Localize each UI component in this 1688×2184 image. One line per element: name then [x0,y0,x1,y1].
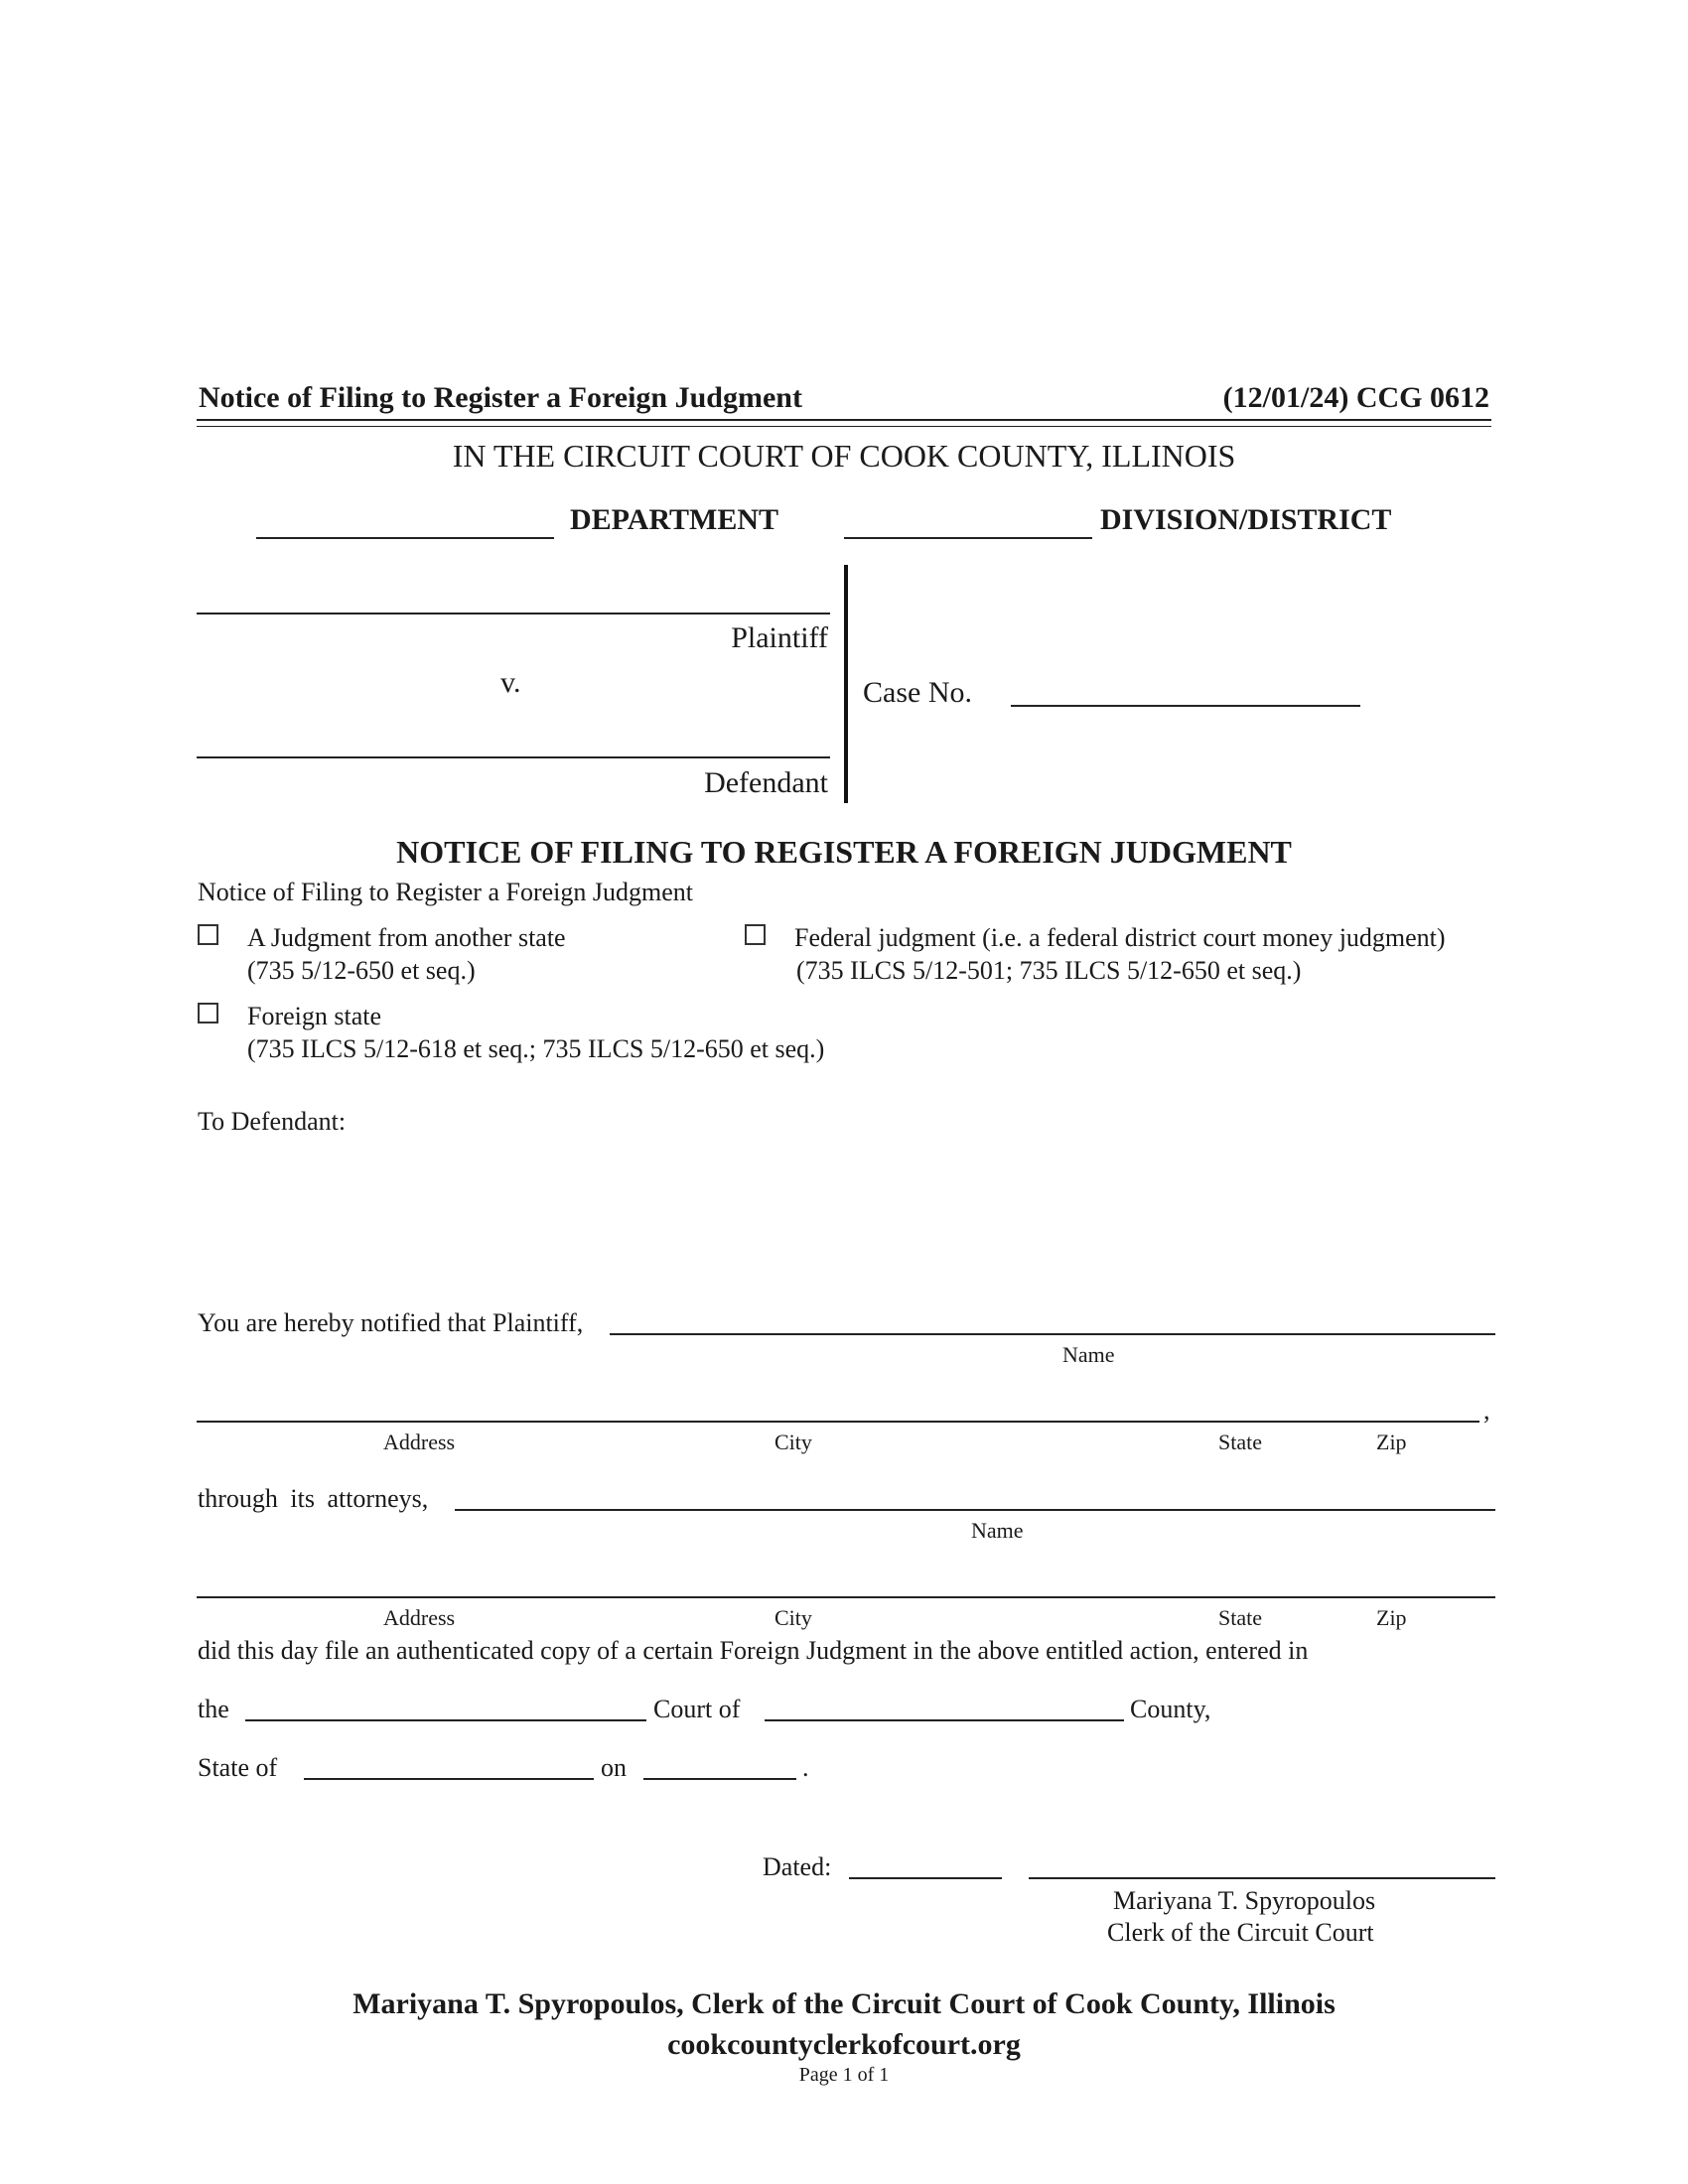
case-no-label: Case No. [863,676,972,709]
option-foreign-state-checkbox[interactable] [198,1003,218,1024]
header-rule-top [197,419,1491,421]
state-of-label: State of [198,1753,278,1782]
clerk-title: Clerk of the Circuit Court [1107,1918,1374,1947]
footer-website[interactable]: cookcountyclerkofcourt.org [667,2028,1021,2061]
attorney-name-field[interactable] [455,1509,1495,1511]
page-number: Page 1 of 1 [798,2064,890,2086]
court-type-field[interactable] [245,1719,646,1721]
department-label: DEPARTMENT [570,503,779,536]
clerk-signature-line [1029,1877,1495,1879]
plaintiff-state-caption: State [1218,1430,1262,1454]
state-field[interactable] [304,1778,594,1780]
option-foreign-state-citation: (735 ILCS 5/12-618 et seq.; 735 ILCS 5/12-650 et seq.) [247,1034,825,1063]
attorney-address-field[interactable] [197,1596,1495,1598]
option-federal-checkbox[interactable] [745,924,766,945]
plaintiff-address-field[interactable] [197,1421,1479,1423]
plaintiff-city-caption: City [774,1430,812,1454]
attorney-state-caption: State [1218,1605,1262,1630]
filed-text: did this day file an authenticated copy of a certain Foreign Judgment in the above entitled action, entered in [198,1636,1309,1665]
address-comma: , [1483,1396,1490,1425]
option-another-state-citation: (735 5/12-650 et seq.) [247,956,476,985]
plaintiff-label: Plaintiff [731,621,828,654]
county-label: County, [1130,1695,1211,1723]
option-another-state-checkbox[interactable] [198,924,218,945]
notice-heading: NOTICE OF FILING TO REGISTER A FOREIGN JUDGMENT [396,834,1292,870]
dated-field[interactable] [849,1877,1002,1879]
option-federal-label: Federal judgment (i.e. a federal district court money judgment) [794,923,1446,952]
option-foreign-state-label: Foreign state [247,1002,382,1030]
clerk-name: Mariyana T. Spyropoulos [1113,1886,1376,1915]
form-code: (12/01/24) CCG 0612 [1222,381,1489,414]
county-field[interactable] [765,1719,1124,1721]
notice-subheading: Notice of Filing to Register a Foreign Judgment [198,878,693,906]
attorneys-text: through its attorneys, [198,1484,429,1513]
on-label: on [601,1753,627,1782]
option-federal-citation: (735 ILCS 5/12-501; 735 ILCS 5/12-650 et seq.) [796,956,1302,985]
court-name: IN THE CIRCUIT COURT OF COOK COUNTY, ILLINOIS [452,438,1236,474]
division-label: DIVISION/DISTRICT [1100,503,1392,536]
department-field[interactable] [256,537,554,539]
defendant-field[interactable] [197,756,830,758]
plaintiff-name-field[interactable] [610,1333,1495,1335]
attorney-zip-caption: Zip [1376,1605,1407,1630]
plaintiff-field[interactable] [197,613,830,614]
attorney-city-caption: City [774,1605,812,1630]
defendant-label: Defendant [704,766,828,799]
notified-text: You are hereby notified that Plaintiff, [198,1308,584,1337]
option-another-state-label: A Judgment from another state [247,923,566,952]
court-of-label: Court of [653,1695,741,1723]
the-label: the [198,1695,229,1723]
to-defendant-label: To Defendant: [198,1107,347,1136]
date-period: . [802,1753,809,1782]
date-field[interactable] [643,1778,796,1780]
form-title: Notice of Filing to Register a Foreign Judgment [199,381,802,414]
division-field[interactable] [844,537,1092,539]
attorney-address-caption: Address [383,1605,456,1630]
header-rule-bottom [197,426,1491,427]
plaintiff-name-caption: Name [1062,1342,1115,1367]
plaintiff-zip-caption: Zip [1376,1430,1407,1454]
dated-label: Dated: [763,1852,832,1881]
attorney-name-caption: Name [971,1518,1024,1543]
versus-label: v. [500,666,521,699]
plaintiff-address-caption: Address [383,1430,456,1454]
footer-clerk-line: Mariyana T. Spyropoulos, Clerk of the Circuit Court of Cook County, Illinois [352,1987,1336,2020]
case-no-field[interactable] [1011,705,1360,707]
caption-divider [844,565,848,803]
